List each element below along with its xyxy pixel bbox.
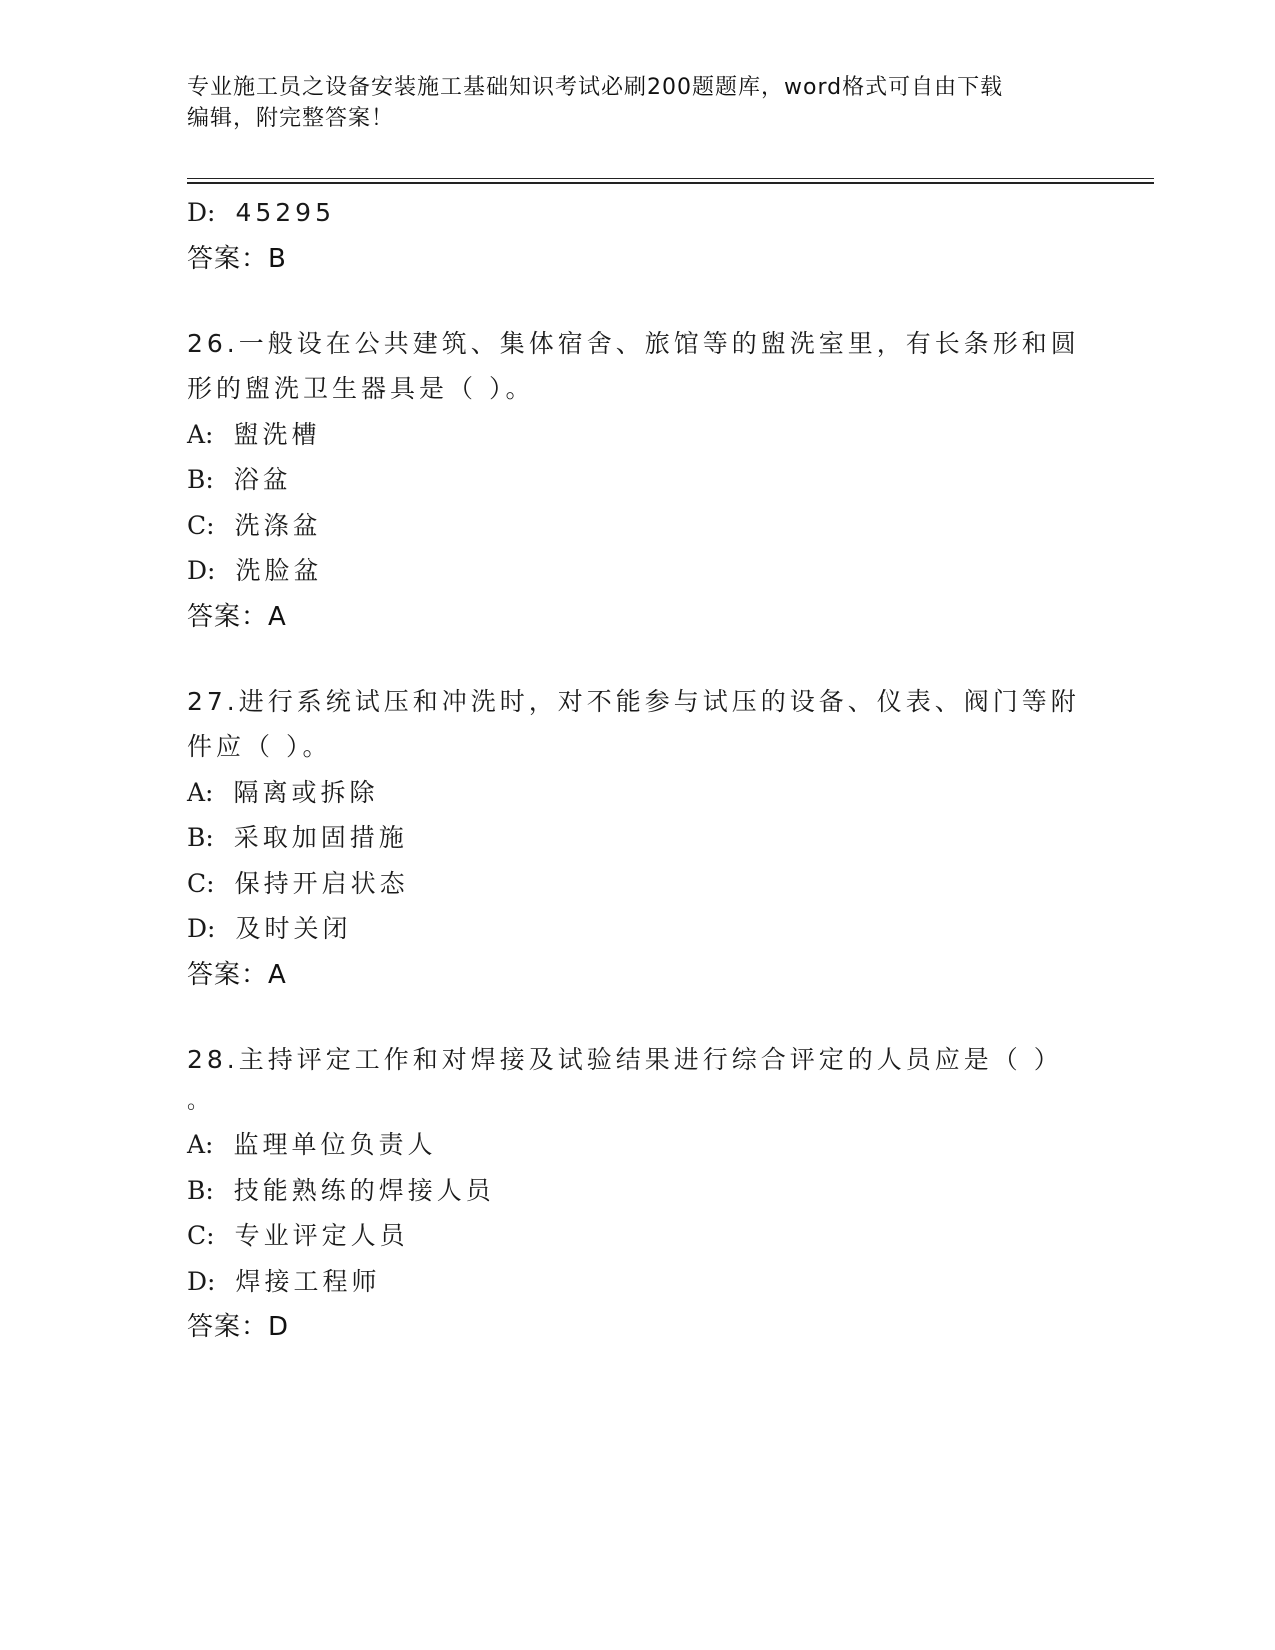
question-stem-line-1: 26.一般设在公共建筑、集体宿舍、旅馆等的盥洗室里，有长条形和圆 [187,328,1080,358]
option-key: B: [187,1175,214,1205]
option-b [187,1168,1087,1214]
question-stem-line-2: 件应（ ）。 [187,732,332,761]
prev-question-tail [187,190,1087,282]
option-text: 45295 [235,198,335,227]
question-27 [187,679,1087,998]
option-d [187,548,1087,594]
answer-line: 答案：A [187,601,287,632]
answer-line: 答案：D [187,1312,290,1342]
question-content [187,190,1087,1350]
answer-line: 答案：B [187,243,287,274]
option-key: D: [187,914,216,943]
option-key: A: [187,777,214,807]
option-text: 隔离或拆除 [233,777,379,807]
option-text: 焊接工程师 [235,1266,381,1296]
option-b [187,457,1087,503]
document-header [187,72,1087,134]
option-key: B: [187,465,214,494]
option-text: 监理单位负责人 [233,1130,437,1159]
option-text: 浴盆 [233,465,292,494]
option-d [187,1259,1087,1305]
option-key: C: [187,510,215,540]
option-c [187,503,1087,549]
question-stem-line-2: 形的盥洗卫生器具是（ ）。 [187,374,535,403]
option-text: 采取加固措施 [233,823,408,852]
option-text: 洗涤盆 [234,510,322,540]
option-d [187,190,1087,236]
header-divider-thick [187,182,1154,184]
option-key: C: [187,1221,215,1250]
question-28 [187,1037,1087,1351]
header-divider-thin [187,178,1154,179]
header-line-1: 专业施工员之设备安装施工基础知识考试必刷200题题库，word格式可自由下载 [187,75,1004,100]
option-key: B: [187,823,214,852]
option-b [187,815,1087,861]
option-c [187,1213,1087,1259]
option-a [187,1122,1087,1168]
option-text: 专业评定人员 [234,1221,409,1250]
option-text: 洗脸盆 [235,556,323,585]
option-key: A: [187,1130,214,1159]
option-c [187,861,1087,907]
option-text: 盥洗槽 [233,419,321,449]
option-text: 技能熟练的焊接人员 [233,1175,495,1205]
option-a [187,770,1087,816]
header-line-2: 编辑，附完整答案！ [187,106,395,131]
question-stem-line-1: 27.进行系统试压和冲洗时，对不能参与试压的设备、仪表、阀门等附 [187,686,1080,716]
option-d [187,906,1087,952]
question-stem-line-2: 。 [187,1089,214,1114]
option-key: D: [187,198,216,227]
question-26 [187,321,1087,640]
option-key: C: [187,868,215,898]
question-stem-line-1: 28.主持评定工作和对焊接及试验结果进行综合评定的人员应是（ ） [187,1044,1063,1074]
option-text: 保持开启状态 [234,868,409,898]
option-key: A: [187,419,214,449]
answer-line: 答案：A [187,959,287,990]
option-a [187,412,1087,458]
option-text: 及时关闭 [235,914,352,943]
option-key: D: [187,1266,216,1296]
option-key: D: [187,556,216,585]
